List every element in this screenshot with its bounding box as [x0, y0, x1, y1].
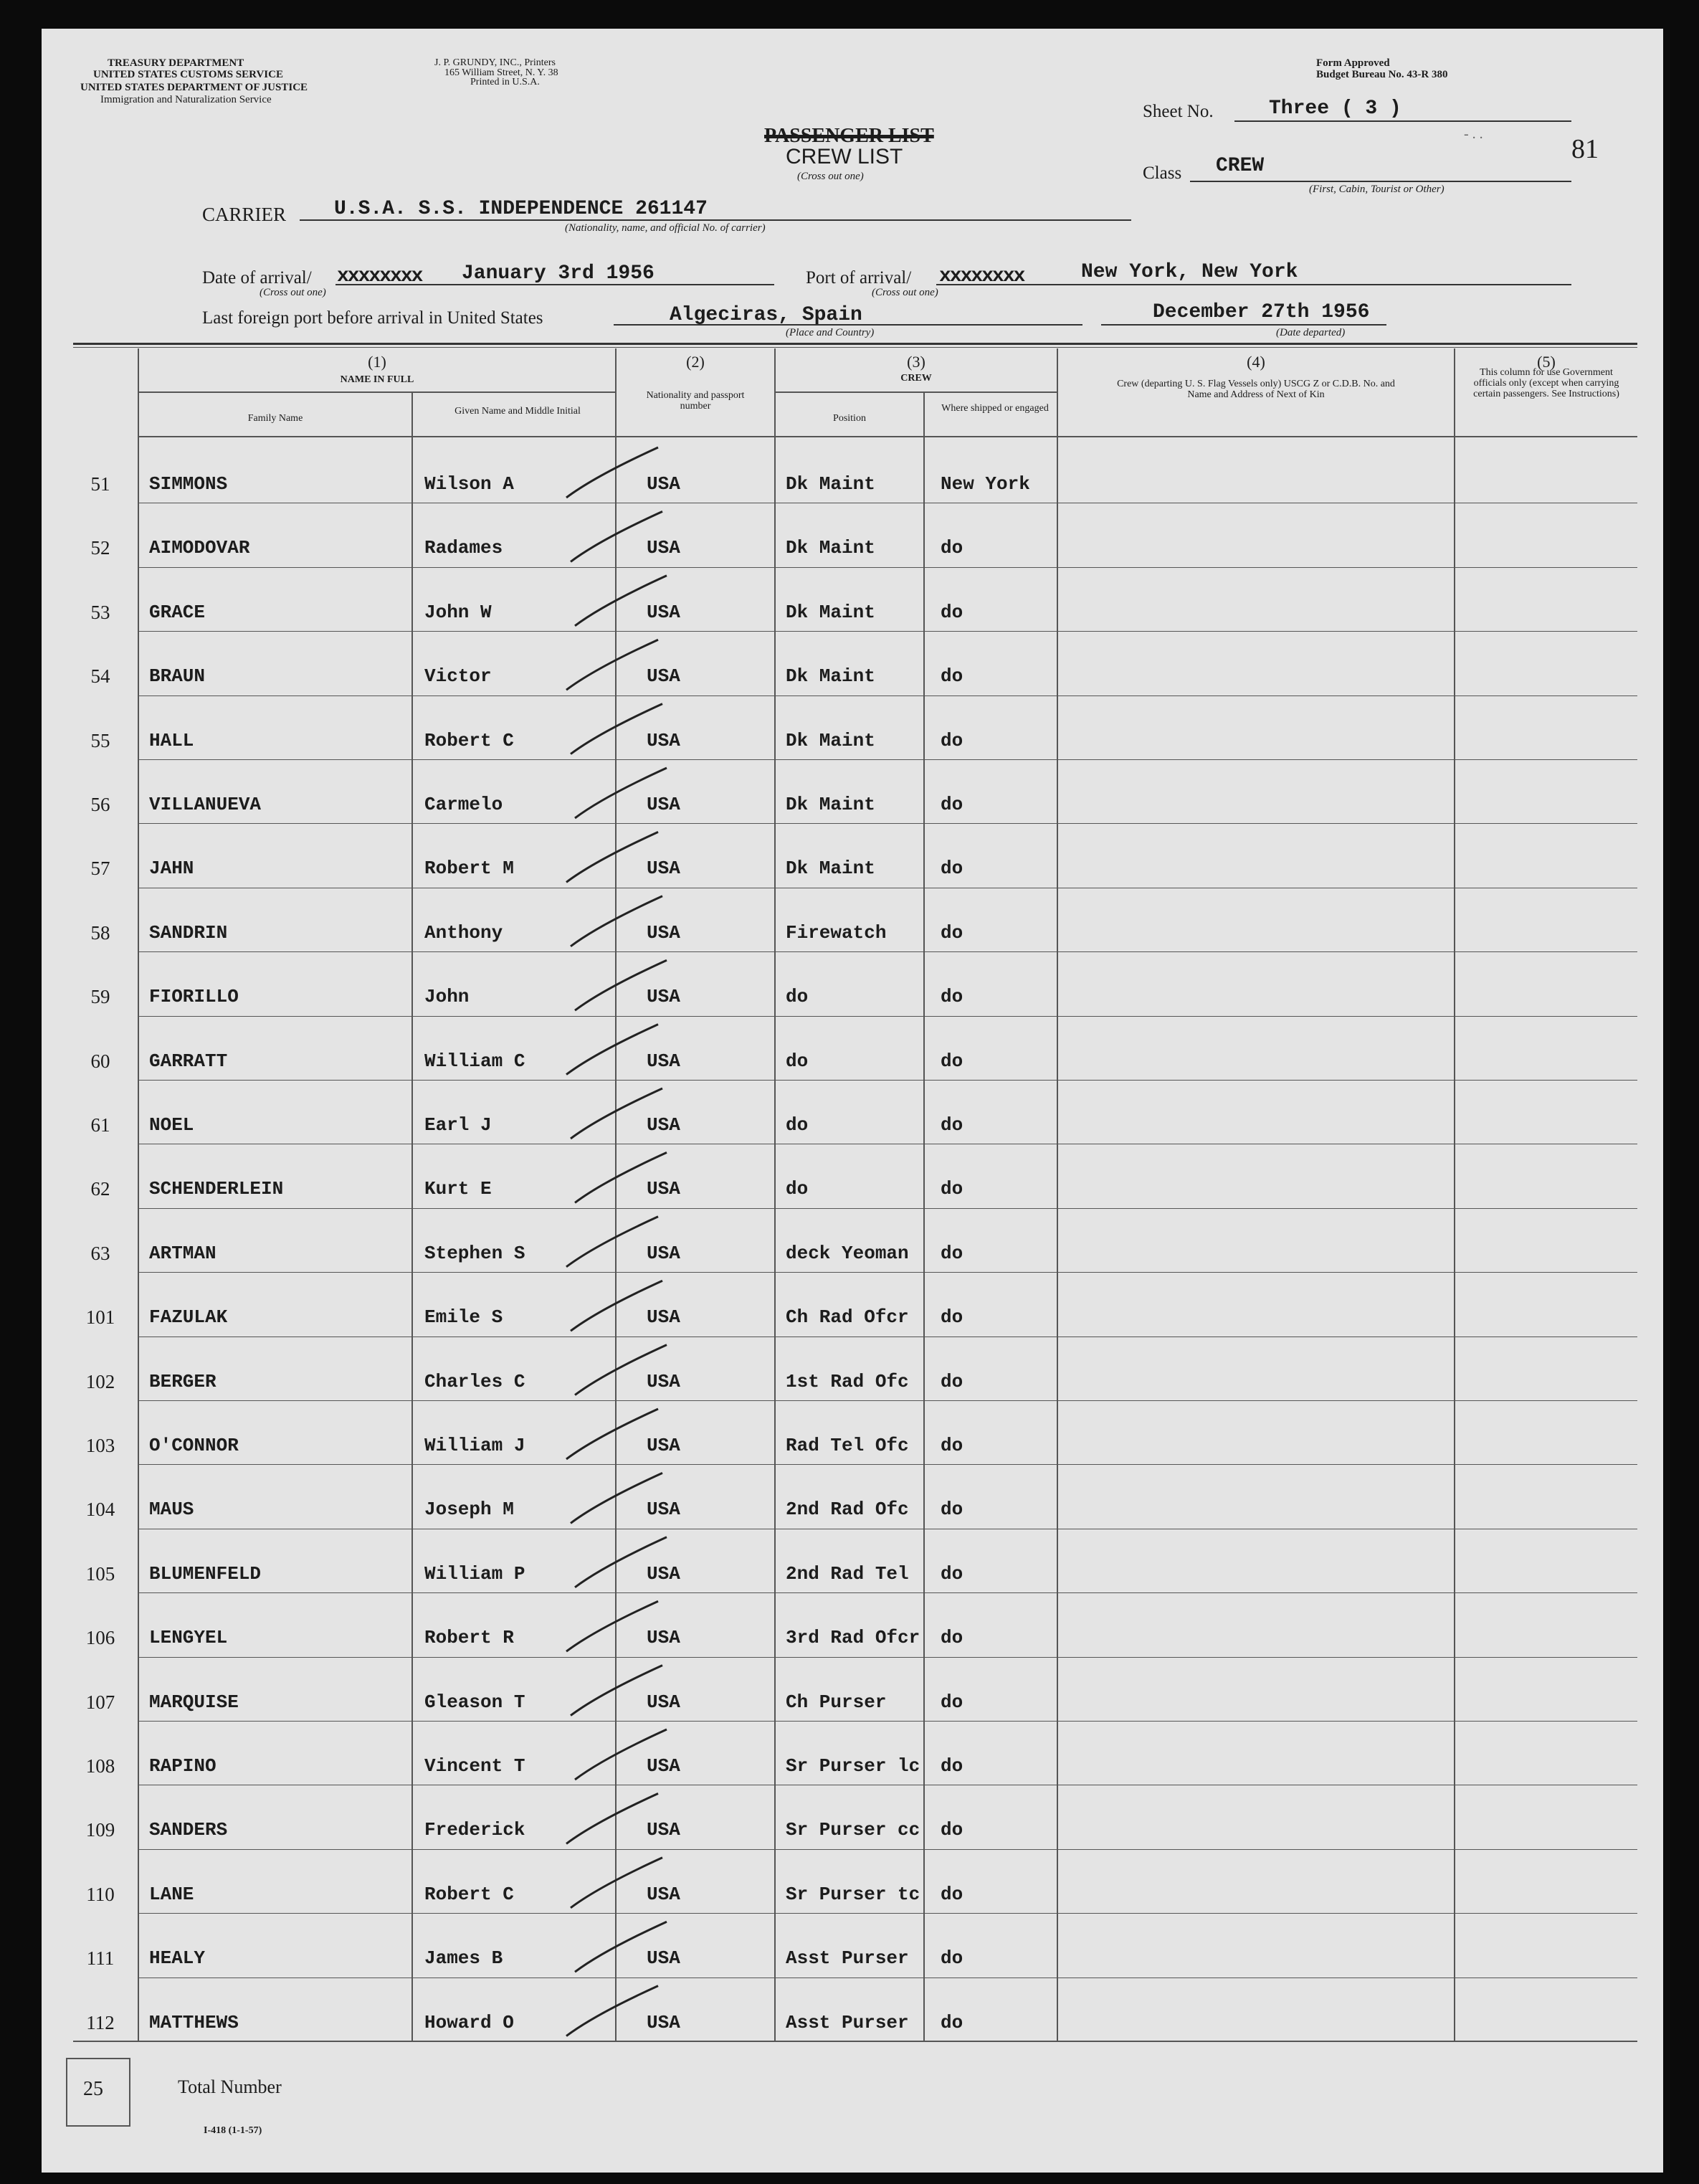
given-name: William C	[424, 1050, 525, 1072]
date-of-arrival-value: January 3rd 1956	[462, 262, 655, 285]
row-number: 51	[90, 473, 110, 495]
check-mark	[566, 1409, 658, 1459]
position: Ch Rad Ofcr	[786, 1306, 909, 1329]
position: Ch Purser	[786, 1691, 887, 1713]
check-mark	[575, 576, 667, 626]
where-shipped: New York	[941, 473, 1030, 495]
where-shipped: do	[941, 1050, 963, 1072]
where-shipped: do	[941, 1755, 963, 1777]
given-name: Robert R	[424, 1627, 514, 1649]
check-mark	[571, 704, 662, 754]
given-name: William P	[424, 1562, 525, 1585]
family-name: SIMMONS	[149, 473, 228, 495]
position: Dk Maint	[786, 665, 875, 688]
row-number: 101	[85, 1306, 115, 1329]
position: do	[786, 1114, 809, 1136]
where-shipped: do	[941, 794, 963, 815]
position: Sr Purser tc	[786, 1883, 920, 1905]
position: Dk Maint	[786, 858, 875, 880]
col2-number: (2)	[686, 353, 705, 371]
nationality: USA	[647, 2011, 680, 2033]
family-name: SANDRIN	[149, 921, 228, 944]
date-cross-out-caption: (Cross out one)	[260, 287, 326, 298]
col3-title: CREW	[900, 373, 932, 384]
position: deck Yeoman	[786, 1242, 909, 1264]
given-name: Carmelo	[424, 794, 503, 815]
check-mark	[566, 447, 658, 498]
check-mark	[566, 1217, 658, 1267]
where-shipped: do	[941, 1562, 963, 1585]
check-mark	[571, 511, 662, 561]
check-mark	[566, 832, 658, 882]
nationality: USA	[647, 858, 680, 880]
family-name: HEALY	[149, 1947, 206, 1970]
printer-line-1: J. P. GRUNDY, INC., Printers	[434, 57, 556, 68]
check-mark	[566, 640, 658, 690]
nationality: USA	[647, 921, 680, 944]
position: Firewatch	[786, 921, 887, 944]
family-name: SCHENDERLEIN	[149, 1178, 284, 1200]
where-shipped: do	[941, 1435, 963, 1456]
where-shipped-header: Where shipped or engaged	[941, 403, 1049, 414]
agency-line-1: TREASURY DEPARTMENT	[108, 57, 244, 69]
row-number: 60	[90, 1050, 110, 1072]
family-name: NOEL	[149, 1114, 194, 1136]
nationality: USA	[647, 1306, 680, 1329]
where-shipped: do	[941, 1691, 963, 1713]
nationality: USA	[647, 1883, 680, 1905]
where-shipped: do	[941, 1370, 963, 1392]
row-number: 63	[90, 1242, 110, 1264]
port-cross-out-caption: (Cross out one)	[872, 287, 938, 298]
family-name: MARQUISE	[149, 1691, 239, 1713]
nationality: USA	[647, 1691, 680, 1713]
family-name: FIORILLO	[149, 986, 239, 1008]
check-mark	[571, 1473, 662, 1523]
where-shipped: do	[941, 1178, 963, 1200]
where-shipped: do	[941, 1499, 963, 1521]
row-number: 103	[85, 1435, 115, 1456]
check-mark	[575, 1345, 667, 1395]
nationality: USA	[647, 1435, 680, 1456]
family-name: MAUS	[149, 1499, 194, 1521]
given-name: Joseph M	[424, 1499, 514, 1521]
port-of-arrival-struck: xxxxxxxx	[939, 265, 1024, 288]
title-cross-out-note: (Cross out one)	[797, 171, 864, 182]
date-of-arrival-struck: xxxxxxxx	[337, 265, 422, 288]
check-mark	[566, 1986, 658, 2036]
given-name: Gleason T	[424, 1691, 525, 1713]
family-name: BERGER	[149, 1370, 216, 1392]
position: Rad Tel Ofc	[786, 1435, 909, 1456]
position: do	[786, 986, 809, 1008]
row-number: 110	[86, 1883, 115, 1905]
sheet-number-label: Sheet No.	[1143, 102, 1214, 121]
family-name-header: Family Name	[247, 413, 303, 424]
check-mark	[571, 1858, 662, 1908]
given-name: John W	[424, 601, 492, 623]
check-mark	[571, 1088, 662, 1139]
row-number: 107	[85, 1691, 115, 1713]
where-shipped: do	[941, 1114, 963, 1136]
position: Sr Purser cc	[786, 1819, 920, 1841]
given-name: Robert C	[424, 729, 514, 751]
position: Dk Maint	[786, 601, 875, 623]
given-name: Kurt E	[424, 1178, 492, 1200]
next-of-kin-header: Crew (departing U. S. Flag Vessels only) USCG Z or C.D.B. No. and Name and Address of Next of Kin	[1117, 379, 1395, 400]
given-name: Stephen S	[424, 1242, 525, 1264]
budget-bureau-number: Budget Bureau No. 43-R 380	[1316, 69, 1448, 80]
position-header: Position	[833, 413, 866, 424]
given-name-header: Given Name and Middle Initial	[455, 406, 581, 417]
where-shipped: do	[941, 729, 963, 751]
nationality: USA	[647, 1114, 680, 1136]
row-number: 108	[85, 1755, 115, 1777]
row-number: 109	[85, 1819, 115, 1841]
date-departed-caption: (Date departed)	[1276, 327, 1346, 338]
class-label: Class	[1143, 163, 1182, 183]
family-name: GRACE	[149, 601, 206, 623]
row-number: 52	[90, 537, 110, 559]
check-mark	[575, 1152, 667, 1202]
given-name: Victor	[424, 665, 492, 688]
agency-line-3: UNITED STATES DEPARTMENT OF JUSTICE	[80, 82, 308, 93]
row-number: 106	[85, 1627, 115, 1649]
row-number: 61	[90, 1114, 110, 1136]
row-number: 54	[90, 665, 110, 688]
where-shipped: do	[941, 2011, 963, 2033]
agency-line-4: Immigration and Naturalization Service	[100, 94, 272, 105]
position: 1st Rad Ofc	[786, 1370, 909, 1392]
where-shipped: do	[941, 1627, 963, 1649]
nationality: USA	[647, 1499, 680, 1521]
check-mark	[575, 960, 667, 1010]
row-number: 111	[86, 1947, 115, 1970]
col4-number: (4)	[1247, 353, 1265, 371]
position: Dk Maint	[786, 473, 875, 495]
given-name: Radames	[424, 537, 503, 559]
col1-title: NAME IN FULL	[340, 374, 414, 385]
last-foreign-port-label: Last foreign port before arrival in United States	[202, 308, 543, 328]
where-shipped: do	[941, 1883, 963, 1905]
nationality: USA	[647, 1178, 680, 1200]
where-shipped: do	[941, 665, 963, 688]
family-name: LENGYEL	[149, 1627, 228, 1649]
port-of-arrival-value: New York, New York	[1081, 261, 1298, 283]
struck-passenger-list-title: PASSENGER LIST	[764, 125, 934, 147]
family-name: VILLANUEVA	[149, 794, 262, 815]
printer-line-3: Printed in U.S.A.	[470, 77, 540, 87]
col5-number: (5)	[1537, 353, 1556, 371]
where-shipped: do	[941, 1242, 963, 1264]
check-mark	[575, 1922, 667, 1972]
sheet-mark: - . .	[1464, 126, 1483, 142]
row-number: 62	[90, 1178, 110, 1200]
where-shipped: do	[941, 601, 963, 623]
sheet-number-value: Three ( 3 )	[1269, 98, 1401, 120]
nationality: USA	[647, 1755, 680, 1777]
nationality: USA	[647, 729, 680, 751]
given-name: Howard O	[424, 2011, 514, 2033]
position: do	[786, 1050, 809, 1072]
col3-number: (3)	[907, 353, 925, 371]
nationality: USA	[647, 794, 680, 815]
where-shipped: do	[941, 537, 963, 559]
total-number-label: Total Number	[178, 2076, 282, 2097]
given-name: Anthony	[424, 921, 503, 944]
check-mark	[566, 1601, 658, 1651]
check-mark	[571, 1281, 662, 1331]
family-name: BRAUN	[149, 665, 206, 688]
family-name: HALL	[149, 729, 194, 751]
crew-list-title: CREW LIST	[786, 145, 903, 168]
nationality: USA	[647, 986, 680, 1008]
position: Asst Purser	[786, 2011, 909, 2033]
position: Dk Maint	[786, 729, 875, 751]
check-mark	[575, 768, 667, 818]
check-mark	[575, 1729, 667, 1780]
family-name: AIMODOVAR	[149, 537, 250, 559]
family-name: O'CONNOR	[149, 1435, 239, 1456]
date-of-arrival-label: Date of arrival/	[202, 268, 312, 288]
col1-number: (1)	[368, 353, 386, 371]
given-name: Robert C	[424, 1883, 514, 1905]
carrier-value: U.S.A. S.S. INDEPENDENCE 261147	[334, 198, 708, 220]
check-mark	[571, 1666, 662, 1716]
row-number: 57	[90, 858, 110, 880]
position: do	[786, 1178, 809, 1200]
nationality: USA	[647, 1627, 680, 1649]
position: Dk Maint	[786, 537, 875, 559]
position: Sr Purser lc	[786, 1755, 920, 1777]
given-name: Robert M	[424, 858, 514, 880]
given-name: Earl J	[424, 1114, 492, 1136]
row-number: 55	[90, 729, 110, 751]
port-of-arrival-label: Port of arrival/	[806, 268, 912, 288]
date-departed-value: December 27th 1956	[1153, 301, 1370, 323]
nationality: USA	[647, 1562, 680, 1585]
row-number: 53	[90, 601, 110, 623]
where-shipped: do	[941, 921, 963, 944]
where-shipped: do	[941, 1947, 963, 1970]
last-foreign-port-caption: (Place and Country)	[786, 327, 875, 338]
row-number: 102	[85, 1370, 115, 1392]
where-shipped: do	[941, 986, 963, 1008]
nationality: USA	[647, 601, 680, 623]
nationality: USA	[647, 1370, 680, 1392]
family-name: GARRATT	[149, 1050, 228, 1072]
row-number: 59	[90, 986, 110, 1008]
nationality: USA	[647, 537, 680, 559]
last-foreign-port-value: Algeciras, Spain	[670, 304, 862, 326]
check-mark	[566, 1793, 658, 1843]
nationality: USA	[647, 473, 680, 495]
where-shipped: do	[941, 858, 963, 880]
family-name: LANE	[149, 1883, 194, 1905]
form-number: I-418 (1-1-57)	[204, 2125, 262, 2136]
family-name: ARTMAN	[149, 1242, 216, 1264]
where-shipped: do	[941, 1819, 963, 1841]
row-number: 104	[85, 1499, 115, 1521]
given-name: James B	[424, 1947, 503, 1970]
given-name: Emile S	[424, 1306, 503, 1329]
given-name: Vincent T	[424, 1755, 525, 1777]
class-value: CREW	[1216, 155, 1265, 177]
family-name: FAZULAK	[149, 1306, 228, 1329]
family-name: MATTHEWS	[149, 2011, 239, 2033]
position: Asst Purser	[786, 1947, 909, 1970]
government-use-header: This column for use Government officials only (except when carrying certain passengers. See Instructions)	[1473, 367, 1619, 399]
nationality: USA	[647, 1819, 680, 1841]
row-number: 105	[85, 1562, 115, 1585]
position: Dk Maint	[786, 794, 875, 815]
form-approved: Form Approved	[1316, 57, 1390, 69]
agency-line-2: UNITED STATES CUSTOMS SERVICE	[93, 69, 283, 80]
nationality: USA	[647, 1050, 680, 1072]
carrier-label: CARRIER	[202, 204, 287, 225]
class-caption: (First, Cabin, Tourist or Other)	[1309, 184, 1445, 195]
position: 2nd Rad Tel	[786, 1562, 909, 1585]
row-number: 112	[86, 2011, 115, 2033]
where-shipped: do	[941, 1306, 963, 1329]
total-number-value: 25	[83, 2078, 103, 2100]
check-mark	[566, 1025, 658, 1075]
nationality: USA	[647, 1242, 680, 1264]
family-name: BLUMENFELD	[149, 1562, 262, 1585]
printer-line-2: 165 William Street, N. Y. 38	[444, 67, 558, 78]
carrier-caption: (Nationality, name, and official No. of carrier)	[565, 222, 766, 234]
row-number: 56	[90, 794, 110, 815]
check-mark	[575, 1537, 667, 1587]
family-name: JAHN	[149, 858, 194, 880]
nationality: USA	[647, 665, 680, 688]
family-name: RAPINO	[149, 1755, 216, 1777]
given-name: William J	[424, 1435, 525, 1456]
given-name: John	[424, 986, 470, 1008]
family-name: SANDERS	[149, 1819, 228, 1841]
position: 3rd Rad Ofcr	[786, 1627, 920, 1649]
row-number: 58	[90, 921, 110, 944]
given-name: Frederick	[424, 1819, 525, 1841]
nationality-header: Nationality and passport number	[646, 390, 745, 412]
page-number: 81	[1571, 134, 1599, 164]
check-mark	[571, 896, 662, 946]
given-name: Wilson A	[424, 473, 514, 495]
given-name: Charles C	[424, 1370, 525, 1392]
nationality: USA	[647, 1947, 680, 1970]
position: 2nd Rad Ofc	[786, 1499, 909, 1521]
